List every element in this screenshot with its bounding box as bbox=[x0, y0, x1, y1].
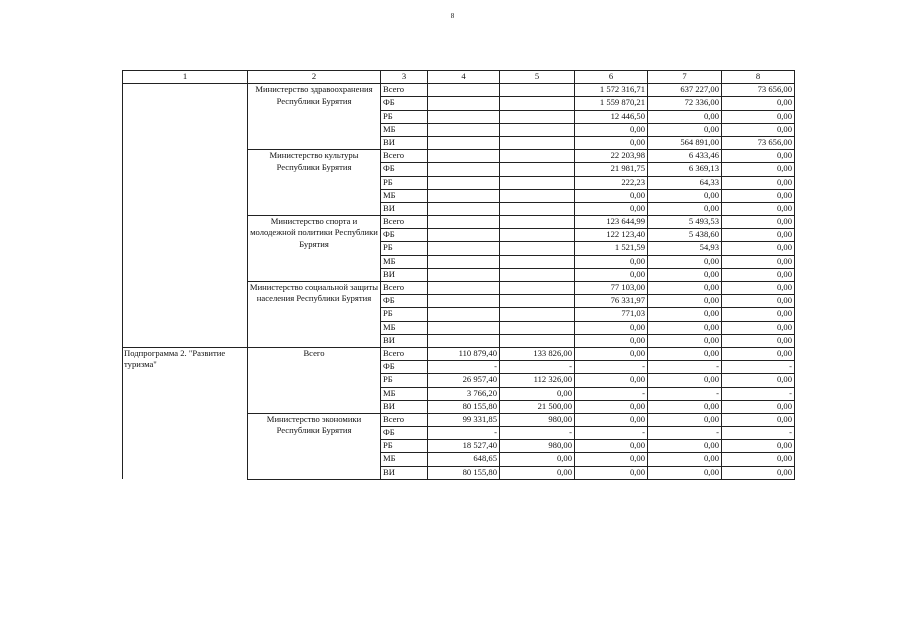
value-cell: 0,00 bbox=[722, 255, 795, 268]
source-cell: РБ bbox=[381, 440, 428, 453]
column-header: 6 bbox=[575, 71, 648, 84]
value-cell bbox=[428, 242, 500, 255]
value-cell: 0,00 bbox=[500, 387, 575, 400]
table-row bbox=[123, 347, 795, 360]
value-cell bbox=[428, 295, 500, 308]
source-cell: МБ bbox=[381, 321, 428, 334]
value-cell: 0,00 bbox=[575, 321, 648, 334]
value-cell: - bbox=[575, 361, 648, 374]
value-cell: 0,00 bbox=[722, 453, 795, 466]
financing-table bbox=[122, 70, 795, 480]
value-cell: 0,00 bbox=[648, 374, 722, 387]
executor-cell: Министерство социальной защиты населения Республики Бурятия bbox=[248, 282, 381, 348]
value-cell: 76 331,97 bbox=[575, 295, 648, 308]
value-cell: 0,00 bbox=[722, 216, 795, 229]
value-cell: 0,00 bbox=[648, 347, 722, 360]
value-cell: 0,00 bbox=[500, 466, 575, 479]
executor-cell: Министерство экономики Республики Бурятия bbox=[248, 413, 381, 479]
value-cell: - bbox=[648, 387, 722, 400]
value-cell: 5 493,53 bbox=[648, 216, 722, 229]
value-cell bbox=[500, 321, 575, 334]
source-cell: ВИ bbox=[381, 136, 428, 149]
source-cell: ФБ bbox=[381, 361, 428, 374]
source-cell: Всего bbox=[381, 282, 428, 295]
value-cell bbox=[428, 255, 500, 268]
value-cell: 0,00 bbox=[722, 347, 795, 360]
value-cell: 12 446,50 bbox=[575, 110, 648, 123]
source-cell: МБ bbox=[381, 189, 428, 202]
column-header: 7 bbox=[648, 71, 722, 84]
value-cell bbox=[428, 176, 500, 189]
value-cell bbox=[428, 202, 500, 215]
value-cell bbox=[428, 189, 500, 202]
source-cell: ВИ bbox=[381, 334, 428, 347]
value-cell: 0,00 bbox=[648, 268, 722, 281]
value-cell: 0,00 bbox=[648, 282, 722, 295]
value-cell bbox=[500, 97, 575, 110]
value-cell: 648,65 bbox=[428, 453, 500, 466]
value-cell: - bbox=[500, 427, 575, 440]
value-cell bbox=[500, 110, 575, 123]
value-cell: 0,00 bbox=[722, 229, 795, 242]
header-row bbox=[123, 71, 795, 84]
value-cell: 0,00 bbox=[722, 97, 795, 110]
value-cell: 0,00 bbox=[722, 413, 795, 426]
value-cell: 72 336,00 bbox=[648, 97, 722, 110]
value-cell bbox=[500, 255, 575, 268]
value-cell: 0,00 bbox=[722, 110, 795, 123]
value-cell: 0,00 bbox=[722, 189, 795, 202]
value-cell bbox=[500, 150, 575, 163]
value-cell bbox=[428, 321, 500, 334]
value-cell: 112 326,00 bbox=[500, 374, 575, 387]
value-cell: 122 123,40 bbox=[575, 229, 648, 242]
value-cell: 0,00 bbox=[575, 268, 648, 281]
value-cell: 0,00 bbox=[575, 374, 648, 387]
executor-cell: Министерство спорта и молодежной политики Республики Бурятия bbox=[248, 216, 381, 282]
value-cell: 0,00 bbox=[648, 123, 722, 136]
value-cell: 0,00 bbox=[575, 123, 648, 136]
value-cell: 0,00 bbox=[722, 150, 795, 163]
value-cell: 77 103,00 bbox=[575, 282, 648, 295]
value-cell: 0,00 bbox=[648, 202, 722, 215]
value-cell: 73 656,00 bbox=[722, 84, 795, 97]
value-cell bbox=[428, 136, 500, 149]
value-cell: 0,00 bbox=[575, 189, 648, 202]
value-cell bbox=[500, 242, 575, 255]
source-cell: ВИ bbox=[381, 466, 428, 479]
value-cell: 0,00 bbox=[722, 440, 795, 453]
value-cell: - bbox=[428, 427, 500, 440]
value-cell: 0,00 bbox=[648, 334, 722, 347]
value-cell: 0,00 bbox=[648, 413, 722, 426]
value-cell: 0,00 bbox=[648, 440, 722, 453]
value-cell: 80 155,80 bbox=[428, 400, 500, 413]
executor-cell: Министерство культуры Республики Бурятия bbox=[248, 150, 381, 216]
value-cell: 73 656,00 bbox=[722, 136, 795, 149]
value-cell bbox=[500, 189, 575, 202]
value-cell bbox=[428, 123, 500, 136]
value-cell: 0,00 bbox=[575, 440, 648, 453]
value-cell: 0,00 bbox=[575, 400, 648, 413]
value-cell: 0,00 bbox=[648, 189, 722, 202]
value-cell bbox=[500, 268, 575, 281]
value-cell: - bbox=[575, 427, 648, 440]
value-cell: 0,00 bbox=[648, 308, 722, 321]
value-cell: 0,00 bbox=[648, 400, 722, 413]
value-cell: 0,00 bbox=[575, 466, 648, 479]
value-cell: 0,00 bbox=[575, 136, 648, 149]
value-cell: 21 981,75 bbox=[575, 163, 648, 176]
value-cell: 0,00 bbox=[575, 255, 648, 268]
source-cell: ФБ bbox=[381, 97, 428, 110]
value-cell bbox=[428, 163, 500, 176]
column-header: 8 bbox=[722, 71, 795, 84]
value-cell bbox=[500, 136, 575, 149]
value-cell bbox=[500, 229, 575, 242]
source-cell: Всего bbox=[381, 347, 428, 360]
source-cell: РБ bbox=[381, 374, 428, 387]
value-cell: 99 331,85 bbox=[428, 413, 500, 426]
value-cell: 3 766,20 bbox=[428, 387, 500, 400]
source-cell: РБ bbox=[381, 308, 428, 321]
value-cell: 980,00 bbox=[500, 413, 575, 426]
value-cell: - bbox=[575, 387, 648, 400]
value-cell: 0,00 bbox=[648, 453, 722, 466]
source-cell: Всего bbox=[381, 84, 428, 97]
value-cell: 133 826,00 bbox=[500, 347, 575, 360]
value-cell: 110 879,40 bbox=[428, 347, 500, 360]
value-cell bbox=[500, 84, 575, 97]
value-cell: 0,00 bbox=[500, 453, 575, 466]
value-cell bbox=[428, 216, 500, 229]
value-cell: 222,23 bbox=[575, 176, 648, 189]
value-cell bbox=[500, 123, 575, 136]
value-cell: - bbox=[722, 387, 795, 400]
value-cell: 0,00 bbox=[575, 413, 648, 426]
value-cell: 0,00 bbox=[722, 202, 795, 215]
value-cell: 0,00 bbox=[722, 321, 795, 334]
value-cell: 0,00 bbox=[648, 295, 722, 308]
value-cell: 1 572 316,71 bbox=[575, 84, 648, 97]
value-cell: 5 438,60 bbox=[648, 229, 722, 242]
source-cell: МБ bbox=[381, 255, 428, 268]
executor-cell: Министерство здравоохранения Республики Бурятия bbox=[248, 84, 381, 150]
value-cell: 0,00 bbox=[575, 453, 648, 466]
value-cell bbox=[428, 110, 500, 123]
source-cell: РБ bbox=[381, 242, 428, 255]
source-cell: ВИ bbox=[381, 202, 428, 215]
value-cell bbox=[500, 163, 575, 176]
column-header: 4 bbox=[428, 71, 500, 84]
value-cell bbox=[428, 84, 500, 97]
value-cell: - bbox=[500, 361, 575, 374]
value-cell: - bbox=[722, 427, 795, 440]
value-cell: 22 203,98 bbox=[575, 150, 648, 163]
value-cell: 0,00 bbox=[722, 268, 795, 281]
value-cell: 0,00 bbox=[648, 255, 722, 268]
value-cell: 1 521,59 bbox=[575, 242, 648, 255]
value-cell: - bbox=[722, 361, 795, 374]
source-cell: МБ bbox=[381, 123, 428, 136]
table-row bbox=[123, 84, 795, 97]
source-cell: Всего bbox=[381, 150, 428, 163]
value-cell: 0,00 bbox=[575, 347, 648, 360]
value-cell bbox=[500, 334, 575, 347]
value-cell: 21 500,00 bbox=[500, 400, 575, 413]
source-cell: ВИ bbox=[381, 268, 428, 281]
source-cell: ФБ bbox=[381, 295, 428, 308]
source-cell: Всего bbox=[381, 216, 428, 229]
value-cell: - bbox=[648, 427, 722, 440]
value-cell: - bbox=[648, 361, 722, 374]
value-cell: 80 155,80 bbox=[428, 466, 500, 479]
value-cell: 0,00 bbox=[575, 202, 648, 215]
value-cell bbox=[428, 282, 500, 295]
value-cell: 0,00 bbox=[648, 321, 722, 334]
column-header: 5 bbox=[500, 71, 575, 84]
value-cell: 980,00 bbox=[500, 440, 575, 453]
source-cell: ФБ bbox=[381, 427, 428, 440]
value-cell bbox=[428, 150, 500, 163]
executor-cell: Всего bbox=[248, 347, 381, 413]
value-cell: 0,00 bbox=[722, 334, 795, 347]
value-cell: 6 433,46 bbox=[648, 150, 722, 163]
value-cell: 26 957,40 bbox=[428, 374, 500, 387]
page-number: 8 bbox=[450, 12, 455, 20]
value-cell: 0,00 bbox=[722, 466, 795, 479]
value-cell: 0,00 bbox=[722, 295, 795, 308]
value-cell bbox=[500, 202, 575, 215]
value-cell: 64,33 bbox=[648, 176, 722, 189]
source-cell: РБ bbox=[381, 110, 428, 123]
value-cell: 0,00 bbox=[648, 110, 722, 123]
value-cell: 0,00 bbox=[722, 308, 795, 321]
value-cell: 123 644,99 bbox=[575, 216, 648, 229]
value-cell bbox=[500, 295, 575, 308]
subprogram-cell bbox=[123, 84, 248, 348]
value-cell: 0,00 bbox=[722, 374, 795, 387]
source-cell: РБ bbox=[381, 176, 428, 189]
value-cell: 18 527,40 bbox=[428, 440, 500, 453]
value-cell bbox=[428, 308, 500, 321]
value-cell bbox=[428, 97, 500, 110]
value-cell: 0,00 bbox=[722, 163, 795, 176]
source-cell: Всего bbox=[381, 413, 428, 426]
value-cell: 1 559 870,21 bbox=[575, 97, 648, 110]
source-cell: ВИ bbox=[381, 400, 428, 413]
value-cell bbox=[500, 216, 575, 229]
value-cell: 0,00 bbox=[722, 123, 795, 136]
source-cell: МБ bbox=[381, 387, 428, 400]
value-cell bbox=[500, 282, 575, 295]
value-cell: 0,00 bbox=[722, 282, 795, 295]
column-header: 1 bbox=[123, 71, 248, 84]
source-cell: ФБ bbox=[381, 229, 428, 242]
value-cell bbox=[500, 176, 575, 189]
value-cell: 0,00 bbox=[722, 176, 795, 189]
column-header: 3 bbox=[381, 71, 428, 84]
value-cell bbox=[428, 229, 500, 242]
value-cell: 564 891,00 bbox=[648, 136, 722, 149]
value-cell bbox=[500, 308, 575, 321]
value-cell: - bbox=[428, 361, 500, 374]
value-cell: 0,00 bbox=[722, 400, 795, 413]
value-cell: 0,00 bbox=[722, 242, 795, 255]
value-cell bbox=[428, 268, 500, 281]
source-cell: МБ bbox=[381, 453, 428, 466]
subprogram-cell: Подпрограмма 2. "Развитие туризма" bbox=[123, 347, 248, 479]
column-header: 2 bbox=[248, 71, 381, 84]
value-cell: 0,00 bbox=[648, 466, 722, 479]
value-cell: 771,03 bbox=[575, 308, 648, 321]
value-cell: 0,00 bbox=[575, 334, 648, 347]
value-cell: 637 227,00 bbox=[648, 84, 722, 97]
value-cell bbox=[428, 334, 500, 347]
value-cell: 54,93 bbox=[648, 242, 722, 255]
source-cell: ФБ bbox=[381, 163, 428, 176]
value-cell: 6 369,13 bbox=[648, 163, 722, 176]
